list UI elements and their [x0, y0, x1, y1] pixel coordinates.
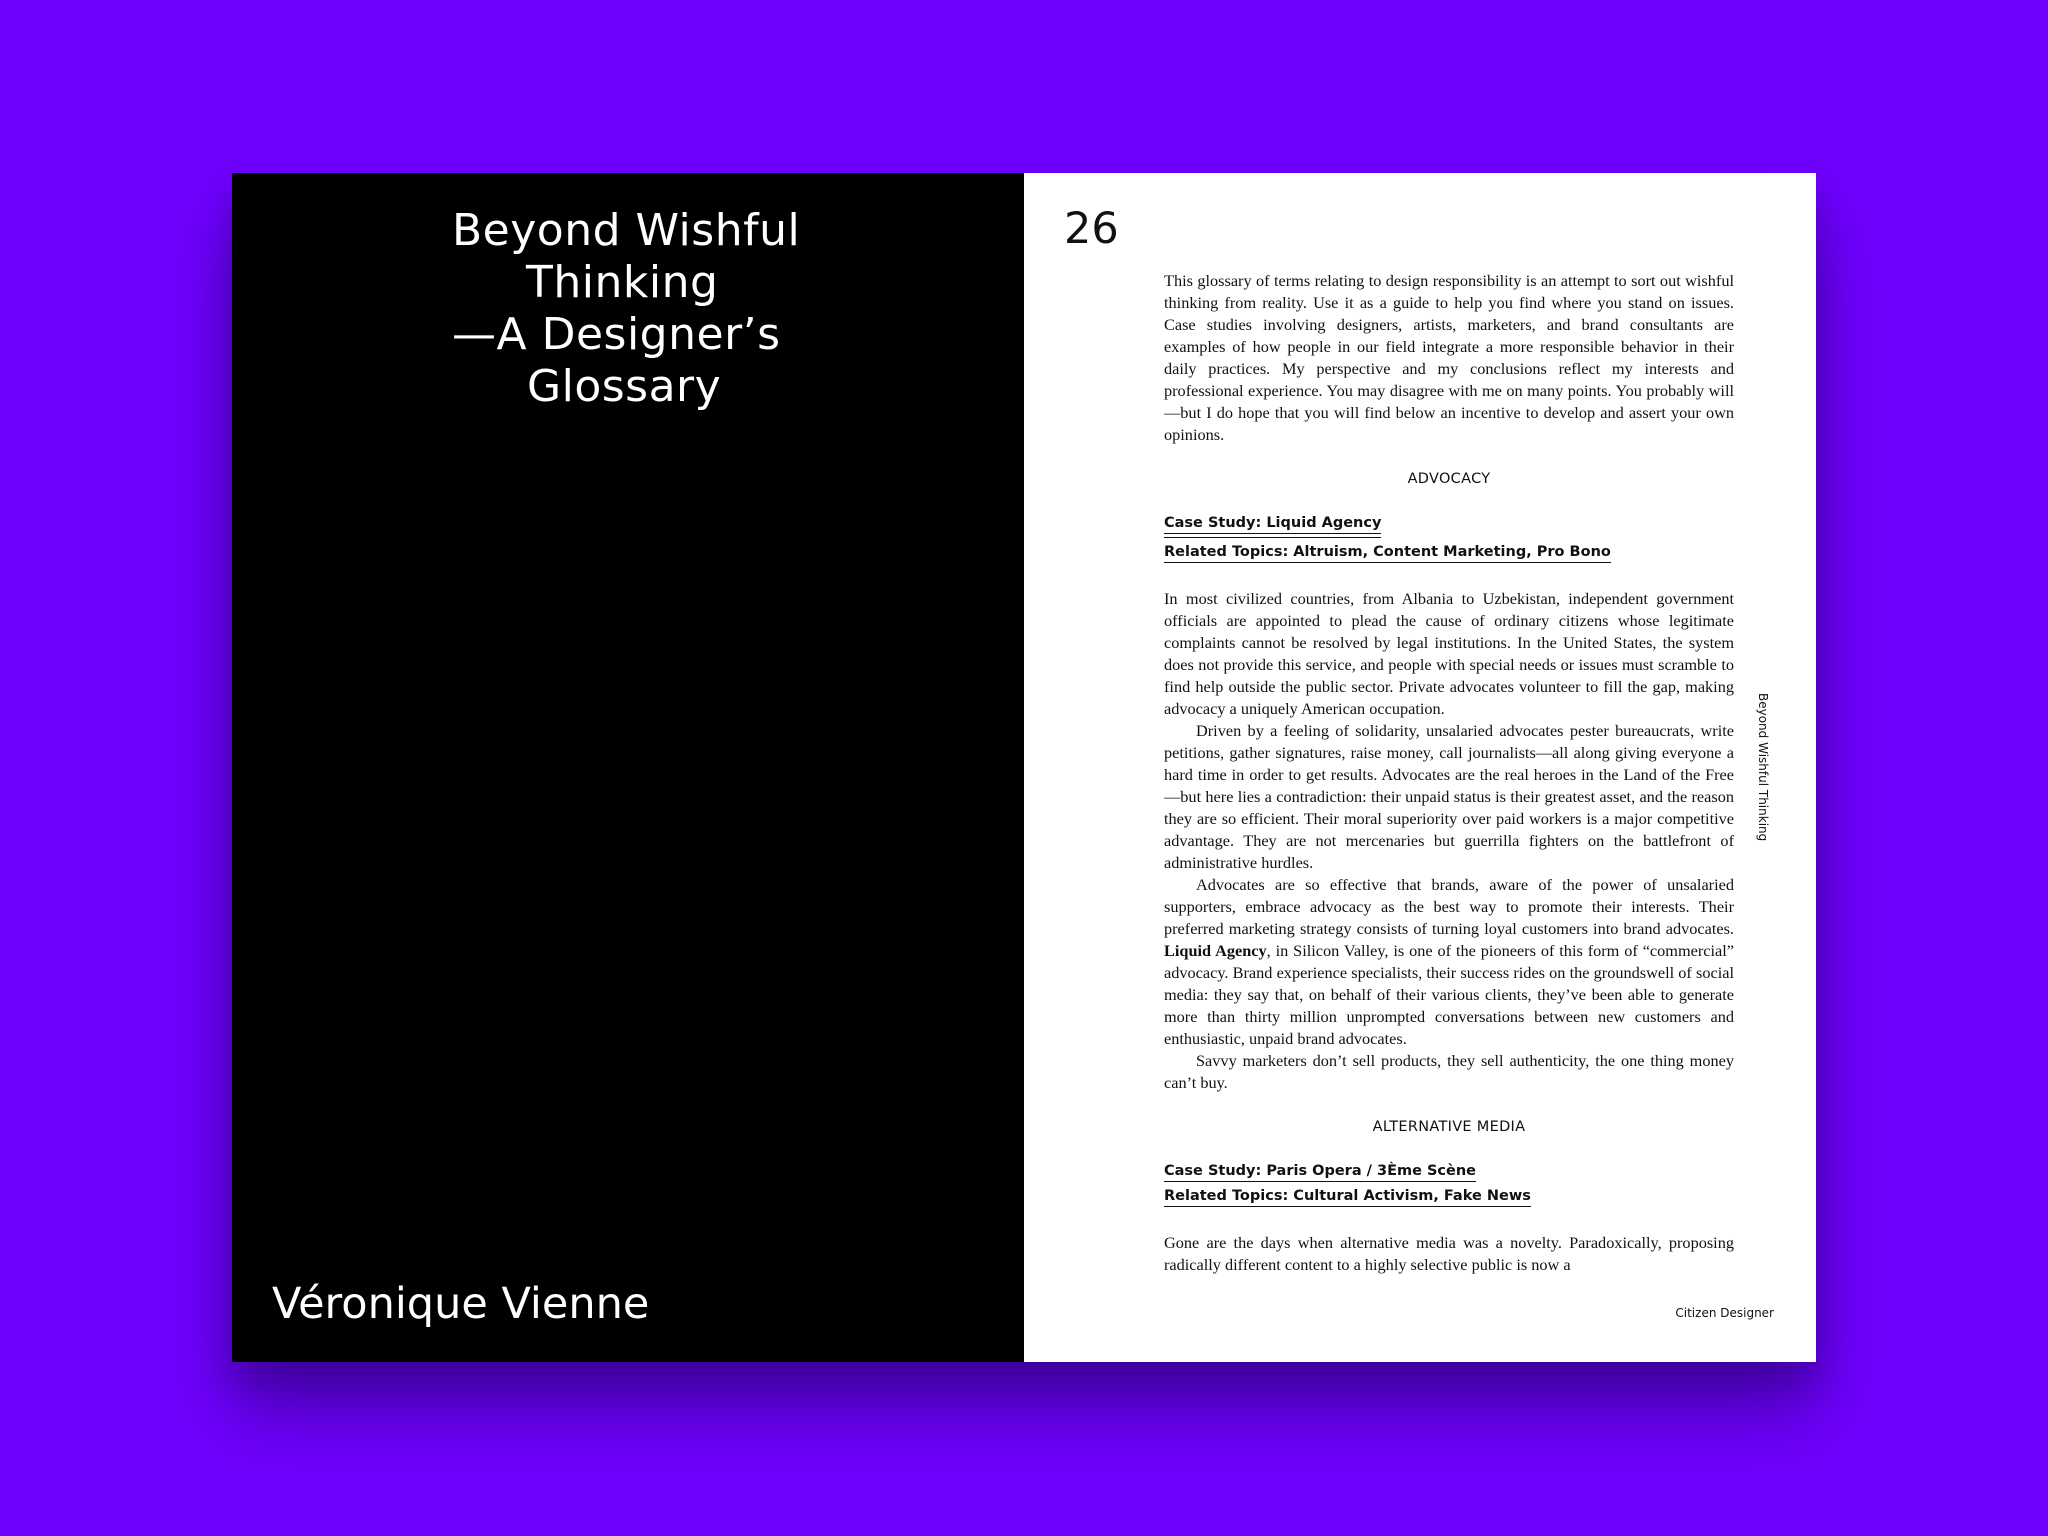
author-name: Véronique Vienne [272, 1279, 650, 1329]
title-line: Glossary [527, 361, 722, 412]
body-text: , in Silicon Valley, is one of the pioneers of this form of “commercial” advocacy. Brand experience specialists, their success rides on the groundswell of social media: they say that, on behalf of their various clients, they’ve been able to generate more than thirty million unprompted conversations between new customers and enthusiastic, unpaid brand advocates. [1164, 941, 1734, 1048]
related-topics-link[interactable]: Related Topics: Altruism, Content Marketing, Pro Bono [1164, 543, 1611, 563]
left-page [232, 173, 1024, 1362]
case-study-link[interactable]: Case Study: Liquid Agency [1164, 514, 1381, 534]
title-line: Beyond Wishful [452, 205, 801, 256]
section-meta-advocacy [1164, 512, 1734, 566]
running-head-text: Beyond Wishful Thinking [1756, 693, 1770, 842]
body-paragraph: Gone are the days when alternative media was a novelty. Paradoxically, proposing radically different content to a highly selective public is now a [1164, 1233, 1734, 1274]
page-number: 26 [1064, 204, 1119, 254]
title-line: Thinking [526, 257, 719, 308]
title-line: —A Designer’s [452, 309, 781, 360]
related-topics-link[interactable]: Related Topics: Cultural Activism, Fake News [1164, 1187, 1531, 1207]
intro-paragraph: This glossary of terms relating to design responsibility is an attempt to sort out wishful thinking from reality. Use it as a guide to help you find where you stand on issues. Case studies involving designers, artists, marketers, and brand consultants are examples of how people in our field integrate a more responsible behavior in their daily practices. My perspective and my conclusions reflect my interests and professional experience. You may disagree with me on many points. You probably will—but I do hope that you will find below an incentive to develop and assert your own opinions. [1164, 271, 1734, 444]
body-paragraph: In most civilized countries, from Albania to Uzbekistan, independent government officials are appointed to plead the cause of ordinary citizens whose legitimate complaints cannot be resolved by legal institutions. In the United States, the system does not provide this service, and people with special needs or issues must scramble to find help outside the public sector. Private advocates volunteer to fill the gap, making advocacy a uniquely American occupation. [1164, 589, 1734, 718]
glossary-text [1164, 270, 1734, 1274]
body-paragraph: Savvy marketers don’t sell products, they sell authenticity, the one thing money can’t buy. [1164, 1051, 1734, 1092]
section-meta-alternative-media [1164, 1160, 1734, 1210]
body-paragraph [1164, 874, 1734, 1050]
case-study-link[interactable]: Case Study: Paris Opera / 3Ème Scène [1164, 1162, 1476, 1182]
case-study-name: Liquid Agency [1164, 941, 1267, 960]
body-text: Advocates are so effective that brands, aware of the power of unsalaried supporters, embrace advocacy as the best way to promote their interests. Their preferred marketing strategy consists of turning loyal customers into brand advocates. [1164, 875, 1734, 938]
book-title [452, 205, 832, 413]
book-spread [232, 173, 1816, 1362]
right-page [1024, 173, 1816, 1362]
section-heading-advocacy: ADVOCACY [1407, 471, 1491, 487]
book-footer: Citizen Designer [1675, 1306, 1774, 1320]
body-paragraph: Driven by a feeling of solidarity, unsalaried advocates pester bureaucrats, write petitions, gather signatures, raise money, call journalists—all along giving everyone a hard time in order to get results. Advocates are the real heroes in the Land of the Free—but here lies a contradiction: their unpaid status is their greatest asset, and the reason they are so efficient. Their moral superiority over paid workers is a major competitive advantage. They are not mercenaries but guerrilla fighters on the battlefront of administrative hurdles. [1164, 721, 1734, 872]
section-heading-alternative-media: ALTERNATIVE MEDIA [1372, 1119, 1526, 1135]
